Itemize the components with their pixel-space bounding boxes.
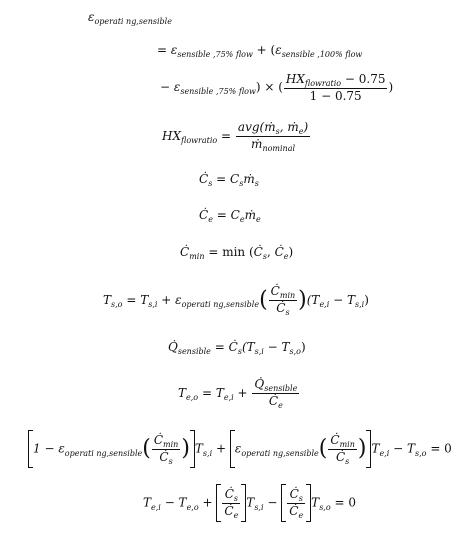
equals-sign: = xyxy=(216,172,227,186)
subscript: s xyxy=(239,179,244,188)
c-dot-symbol: Ċ xyxy=(199,208,209,222)
numerator xyxy=(222,487,240,504)
equation-11 xyxy=(28,430,452,468)
avg-term: avg(ṁ xyxy=(237,120,276,134)
denominator xyxy=(236,137,310,153)
c-dot-symbol: Ċ xyxy=(276,301,286,315)
subscript: e xyxy=(255,215,261,224)
subscript: s xyxy=(208,179,213,188)
close-paren: ) xyxy=(357,436,367,461)
equation-9 xyxy=(168,340,306,356)
subscript: s xyxy=(298,493,303,503)
close-paren: ) xyxy=(181,436,190,461)
numerator-rest: − 0.75 xyxy=(341,72,386,86)
t-symbol: − T xyxy=(263,340,290,354)
equals-sign: = xyxy=(157,43,168,57)
t-symbol: T xyxy=(178,386,187,400)
equation-2 xyxy=(157,43,362,59)
subscript: min xyxy=(339,439,355,449)
close-paren: ) xyxy=(298,287,307,313)
equals-zero: = 0 xyxy=(334,495,356,510)
epsilon-symbol: ε xyxy=(173,80,181,94)
subscript: e xyxy=(208,215,213,224)
subscript: s,i xyxy=(148,300,158,309)
denominator xyxy=(287,504,305,520)
subscript: sensible ,75% flow xyxy=(180,87,256,96)
open-paren: ( xyxy=(259,287,268,313)
subscript: s xyxy=(275,127,280,136)
close-paren: ) xyxy=(301,340,306,354)
numerator xyxy=(236,120,310,137)
plus-sign: + xyxy=(256,43,267,57)
min-function: min xyxy=(222,245,246,259)
equation-7 xyxy=(180,245,293,261)
subscript: s xyxy=(233,493,238,503)
plus-sign: + xyxy=(215,441,227,456)
fraction xyxy=(252,377,299,410)
equation-12 xyxy=(143,484,356,522)
c-dot-symbol: Ċ xyxy=(253,245,263,259)
subscript: sensible ,100% flow xyxy=(281,50,363,59)
close-paren: ) xyxy=(364,293,369,307)
subscript: e xyxy=(283,252,289,261)
t-symbol: T xyxy=(311,495,320,510)
c-dot-symbol: Ċ xyxy=(330,432,340,447)
subscript: operati ng,sensible xyxy=(64,448,143,458)
equation-3 xyxy=(160,72,393,103)
subscript: flowratio xyxy=(181,136,218,145)
epsilon-symbol: ε xyxy=(234,441,242,456)
times-paren: ) × ( xyxy=(255,80,283,94)
subscript: e,o xyxy=(186,502,199,512)
subscript: s,i xyxy=(202,448,213,458)
c-dot-symbol: Ċ xyxy=(199,172,209,186)
open-paren: ( xyxy=(248,245,254,259)
open-paren: ( xyxy=(270,43,276,57)
denominator xyxy=(152,450,180,466)
epsilon-symbol: ε xyxy=(88,10,95,24)
fraction xyxy=(284,72,388,103)
subscript: s,o xyxy=(319,502,331,512)
separator: , ṁ xyxy=(279,120,299,134)
c-dot-symbol: Ċ xyxy=(268,394,279,408)
c-dot-symbol: Ċ xyxy=(270,284,280,298)
equals-zero: = 0 xyxy=(430,441,452,456)
c-dot-symbol: Ċ xyxy=(228,340,238,354)
subscript: operati ng,sensible xyxy=(241,448,319,458)
equals-sign: = xyxy=(221,129,232,143)
numerator xyxy=(252,377,299,394)
subscript: e xyxy=(298,127,304,136)
denominator xyxy=(269,301,297,317)
left-bracket xyxy=(216,484,221,522)
t-symbol: T xyxy=(371,441,380,456)
subscript: operati ng,sensible xyxy=(94,17,172,26)
t-symbol: (T xyxy=(241,340,255,354)
close-paren: ) xyxy=(388,80,394,94)
comma: , xyxy=(266,245,275,259)
equals-sign: = xyxy=(201,386,212,400)
denominator xyxy=(328,450,356,466)
c-dot-symbol: Ċ xyxy=(289,486,299,501)
equals-sign: = xyxy=(208,245,219,259)
equation-1 xyxy=(88,10,172,26)
subscript: e xyxy=(278,401,283,410)
mdot-symbol: ṁ xyxy=(251,137,263,151)
denominator xyxy=(222,504,240,520)
subscript: e,i xyxy=(151,502,161,512)
numerator xyxy=(287,487,305,504)
c-dot-symbol: Ċ xyxy=(335,449,346,464)
mdot-symbol: ṁ xyxy=(244,208,256,222)
subscript: flowratio xyxy=(304,79,342,88)
equals-sign: = xyxy=(214,340,225,354)
subscript: s,o xyxy=(415,448,427,458)
subscript: e,o xyxy=(186,393,199,402)
epsilon-symbol: ε xyxy=(175,293,182,307)
plus-sign: + xyxy=(237,386,248,400)
denominator xyxy=(252,394,299,410)
fraction xyxy=(222,487,240,520)
left-bracket xyxy=(281,484,286,522)
c-symbol: C xyxy=(230,172,240,186)
subscript: e,i xyxy=(379,448,390,458)
equation-10 xyxy=(178,377,300,410)
c-dot-symbol: Ċ xyxy=(153,432,164,447)
denominator: 1 − 0.75 xyxy=(309,89,362,103)
equation-8 xyxy=(103,284,369,317)
subscript: s xyxy=(237,347,242,356)
t-symbol: − T xyxy=(393,441,416,456)
t-symbol: T xyxy=(215,386,224,400)
minus-sign: − xyxy=(160,80,171,94)
subscript: s xyxy=(168,456,173,466)
fraction xyxy=(152,433,180,466)
subscript: min xyxy=(279,291,296,300)
subscript: e xyxy=(298,510,304,520)
minus-sign: − xyxy=(267,495,278,510)
q-dot-symbol: Q̇ xyxy=(168,340,178,354)
equals-sign: = xyxy=(126,293,137,307)
subscript: s xyxy=(285,308,290,317)
subscript: sensible xyxy=(177,347,211,356)
fraction xyxy=(328,433,356,466)
one-minus-epsilon: 1 − ε xyxy=(33,441,65,456)
t-symbol: − T xyxy=(329,293,355,307)
hx-symbol: HX xyxy=(162,129,182,143)
equals-sign: = xyxy=(216,208,227,222)
t-symbol: T xyxy=(143,495,152,510)
open-paren: ( xyxy=(142,436,151,461)
q-dot-symbol: Q̇ xyxy=(254,377,265,391)
c-dot-symbol: Ċ xyxy=(224,486,234,501)
hx-symbol: HX xyxy=(285,72,305,86)
subscript: e,i xyxy=(223,393,234,402)
subscript: min xyxy=(189,252,205,261)
subscript: s xyxy=(262,252,267,261)
close-paren: ) xyxy=(303,120,309,134)
open-paren: ( xyxy=(318,436,328,461)
c-dot-symbol: Ċ xyxy=(159,449,169,464)
equation-4 xyxy=(162,120,311,153)
subscript: s,i xyxy=(254,502,264,512)
subscript: s,i xyxy=(254,347,264,356)
subscript: sensible ,75% flow xyxy=(177,50,253,59)
t-symbol: − T xyxy=(164,495,187,510)
t-symbol: T xyxy=(194,441,203,456)
numerator xyxy=(284,72,388,89)
close-paren: ) xyxy=(288,245,294,259)
numerator xyxy=(269,284,297,301)
epsilon-symbol: ε xyxy=(275,43,282,57)
fraction xyxy=(269,284,297,317)
subscript: sensible xyxy=(264,384,298,393)
t-symbol: T xyxy=(246,495,255,510)
c-dot-symbol: Ċ xyxy=(224,503,234,518)
c-dot-symbol: Ċ xyxy=(289,503,299,518)
subscript: e,i xyxy=(319,300,330,309)
epsilon-symbol: ε xyxy=(170,43,178,57)
subscript: e xyxy=(239,215,245,224)
mdot-symbol: ṁ xyxy=(243,172,255,186)
c-symbol: C xyxy=(230,208,240,222)
subscript: e xyxy=(233,510,239,520)
subscript: s xyxy=(345,456,350,466)
equation-6 xyxy=(199,208,261,224)
subscript: nominal xyxy=(262,144,296,153)
subscript: s,o xyxy=(289,347,301,356)
c-dot-symbol: Ċ xyxy=(180,245,190,259)
subscript: s,i xyxy=(354,300,365,309)
subscript: min xyxy=(163,439,179,449)
plus-sign: + xyxy=(161,293,172,307)
c-dot-symbol: Ċ xyxy=(274,245,284,259)
numerator xyxy=(328,433,356,450)
plus-sign: + xyxy=(202,495,213,510)
t-symbol: (T xyxy=(306,293,320,307)
subscript: operati ng,sensible xyxy=(181,300,260,309)
fraction xyxy=(236,120,310,153)
equation-5 xyxy=(199,172,259,188)
numerator xyxy=(152,433,180,450)
subscript: s,o xyxy=(111,300,123,309)
t-symbol: T xyxy=(140,293,149,307)
t-symbol: T xyxy=(103,293,112,307)
fraction xyxy=(287,487,305,520)
subscript: s xyxy=(254,179,259,188)
